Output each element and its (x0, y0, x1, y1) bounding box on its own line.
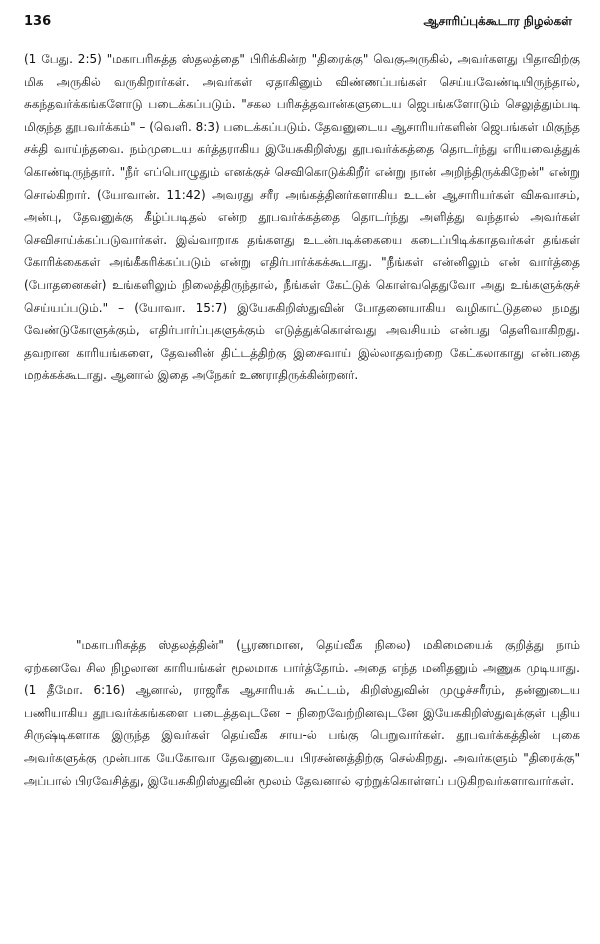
paragraph-2: "மகாபரிசுத்த ஸ்தலத்தின்" (பூரணமான, தெய்வீக நிலை) மகிமையைக் குறித்து நாம் ஏற்கனவே சில நிழலான காரியங்கள் மூலமாக பார்த்தோம். அதை எந்த மனிதனும் அணுக முடியாது. (1 தீமோ. 6:16) ஆனால், ராஜரீக ஆசாரியக் கூட்டம், கிறிஸ்துவின் முழுச்சரீரம், தன்னுடைய பணியாகிய தூபவர்க்கங்களை படைத்தவுடனே – நிறைவேற்றினவுடனே இயேசுகிறிஸ்துவுக்குள் புதிய சிருஷ்டிகளாக இருந்த இவர்கள் தெய்வீக சாய-ல் பங்கு பெறுவார்கள். தூபவர்க்கத்தின் புகை அவர்களுக்கு முன்பாக யேகோவா தேவனுடைய பிரசன்னத்திற்கு செல்கிறது. அவர்களும் "திரைக்கு" அப்பால் பிரவேசித்து, இயேசுகிறிஸ்துவின் மூலம் தேவனால் ஏற்றுக்கொள்ளப் படுகிறவர்களாவார்கள். (24, 638, 580, 788)
running-title: ஆசாரிப்புக்கூடார நிழல்கள் (423, 14, 572, 28)
page-number: 136 (24, 14, 52, 29)
page-header (24, 14, 572, 36)
paragraph-1: (1 பேது. 2:5) "மகாபரிசுத்த ஸ்தலத்தை" பிரிக்கின்ற "திரைக்கு" வெகுஅருகில், அவர்களது பிதாவிற்கு மிக அருகில் வருகிறார்கள். அவர்கள் ஏதாகினும் விண்ணப்பங்கள் செய்யவேண்டியிருந்தால், சுகந்தவர்க்கங்களோடு படைக்கப்படும். "சகல பரிசுத்தவான்களுடைய ஜெபங்களோடும் செலுத்தும்படி மிகுந்த தூபவர்க்கம்" – (வெளி. 8:3) படைக்கப்படும். தேவனுடைய ஆசாரியர்களின் ஜெபங்கள் மிகுந்த சக்தி வாய்ந்தவை. நம்முடைய கர்த்தராகிய இயேசுகிறிஸ்து தூபவர்க்கத்தை தொடர்ந்து எரியவைத்துக் கொண்டிருந்தார். "நீர் எப்பொழுதும் எனக்குச் செவிகொடுக்கிறீர் என்று நான் அறிந்திருக்கிறேன்" என்று சொல்கிறார். (யோவான். 11:42) அவரது சரீர அங்கத்தினர்களாகிய உடன் ஆசாரியர்கள் விசுவாசம், அன்பு, தேவனுக்கு கீழ்ப்படிதல் என்ற தூபவர்க்கத்தை தொடர்ந்து அளித்து வந்தால் அவர்கள் செவிசாய்க்கப்படுவார்கள். இவ்வாறாக தங்களது உடன்படிக்கையை கடைப்பிடிக்காதவர்கள் தங்கள் கோரிக்கைகள் அங்கீகரிக்கப்படும் என்று எதிர்பார்க்கக்கூடாது. "நீங்கள் என்னிலும் என் வார்த்தை (போதனைகள்) உங்களிலும் நிலைத்திருந்தால், நீங்கள் கேட்டுக் கொள்வதெதுவோ அது உங்களுக்குச் செய்யப்படும்." – (யோவா. 15:7) இயேசுகிறிஸ்துவின் போதனையாகிய வழிகாட்டுதலை நமது வேண்டுகோளுக்கும், எதிர்பார்ப்புகளுக்கும் எடுத்துக்கொள்வது அவசியம் என்பது தெளிவாகிறது. தவறான காரியங்களை, தேவனின் திட்டத்திற்கு இசைவாய் இல்லாதவற்றை கேட்கலாகாது என்பதை மறக்கக்கூடாது. ஆனால் இதை அநேகர் உணராதிருக்கின்றனர். (24, 52, 580, 383)
